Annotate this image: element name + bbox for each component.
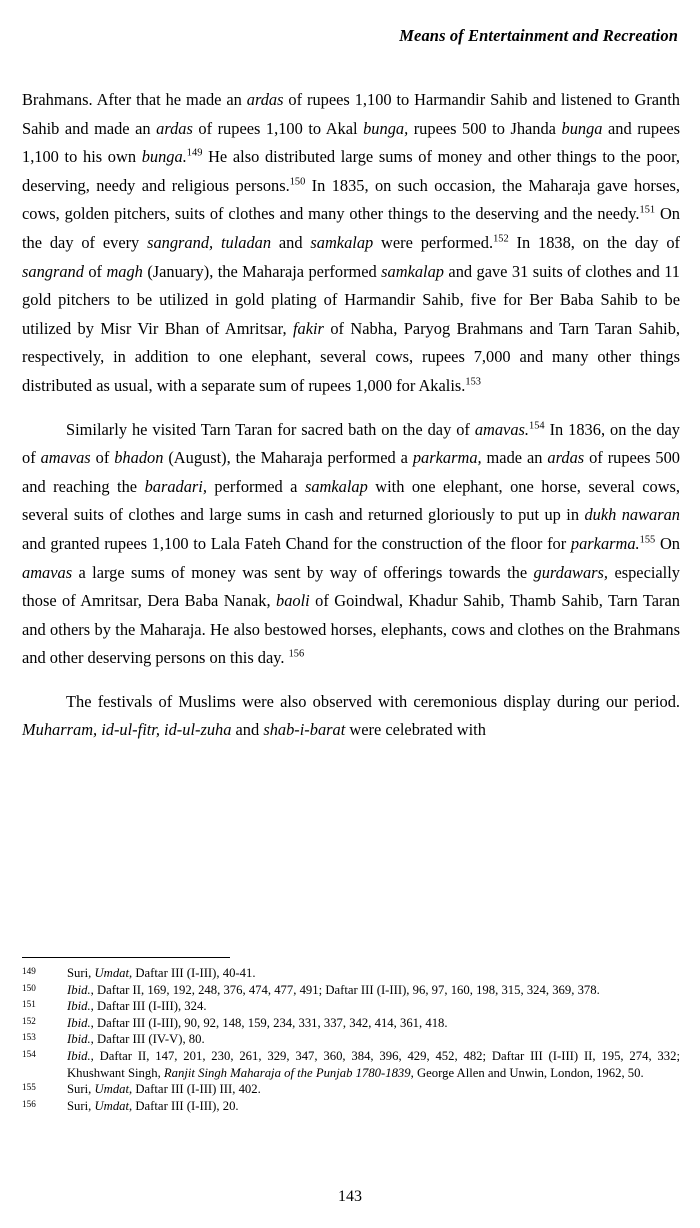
footnote-marker[interactable]: 150: [289, 176, 306, 188]
text-run: and gave 31 suits of clothes and 11 gold pitchers to be utilized in gold plating of Harmandir Sahib, five for Ber Baba Sahib to be utilized by Misr Vir Bhan of Amritsar,: [22, 261, 680, 338]
footnote-text: [67, 1081, 680, 1098]
footnote-text: [67, 965, 680, 982]
text-run: made an: [481, 448, 548, 468]
text-run: Brahmans. After that he made an: [22, 90, 247, 109]
italic-term: baoli: [276, 591, 310, 611]
text-run: Suri,: [67, 966, 95, 980]
text-run: Suri,: [67, 1098, 95, 1113]
text-run: (January), the Maharaja performed: [142, 261, 382, 281]
text-run: of rupees 500 and reaching the: [22, 448, 680, 496]
text-run: , Daftar III (IV-V), 80.: [90, 1032, 205, 1047]
italic-term: ardas: [547, 448, 585, 468]
italic-term: Ibid.: [67, 982, 91, 997]
text-run: a large sums of money was sent by way of offerings towards the: [72, 562, 534, 582]
text-run: , Daftar III (I-III) III, 402.: [129, 1082, 261, 1097]
footnote-number[interactable]: 156: [22, 1098, 36, 1109]
text-run: of rupees 1,100 to Akal: [192, 118, 364, 138]
paragraph-1: [22, 86, 680, 401]
text-run: and rupees 1,100 to his own: [22, 118, 680, 167]
paragraph-3: [22, 688, 680, 745]
italic-term: Muharram, id-ul-fitr, id-ul-zuha: [22, 720, 232, 740]
footnote-number[interactable]: 153: [22, 1032, 36, 1043]
italic-term: Ibid.: [67, 1032, 91, 1047]
italic-term: Ibid.: [67, 999, 91, 1014]
footnote-number[interactable]: 155: [22, 1082, 36, 1093]
italic-term: samkalap: [381, 261, 444, 281]
italic-term: ardas: [246, 90, 284, 109]
text-run: and: [271, 232, 311, 252]
footnote-item: [22, 1098, 680, 1115]
italic-term: gurdawars,: [533, 562, 609, 582]
footnote-item: [22, 1081, 680, 1098]
footnote-text: [67, 998, 680, 1015]
footnote-number[interactable]: 150: [22, 982, 36, 993]
footnote-marker[interactable]: 154: [529, 420, 545, 432]
italic-term: amavas: [40, 448, 91, 468]
text-run: On: [655, 533, 680, 553]
text-run: , Daftar III (I-III), 20.: [129, 1098, 239, 1113]
text-run: Suri,: [67, 1082, 95, 1097]
text-run: performed a: [206, 476, 305, 496]
text-run: were performed.: [373, 232, 494, 252]
text-run: of: [83, 261, 107, 281]
italic-term: samkalap: [304, 476, 368, 496]
italic-term: shab-i-barat: [263, 720, 346, 740]
italic-term: samkalap: [310, 232, 374, 252]
italic-term: dukh nawaran: [584, 505, 680, 525]
italic-term: ardas: [156, 118, 193, 138]
italic-term: Umdat: [94, 1082, 130, 1097]
italic-term: Umdat: [94, 1098, 130, 1113]
footnote-marker[interactable]: 152: [493, 233, 509, 245]
text-run: of Nabha, Paryog Brahmans and Tarn Taran Sahib, respectively, in addition to one elephant, several cows, rupees 7,000 and many other things distributed as usual, with a separate sum of rupees 1,000 for Akalis.: [22, 318, 680, 395]
footnote-number[interactable]: 151: [22, 999, 36, 1010]
paragraph-2: [22, 416, 680, 673]
italic-term: amavas.: [474, 419, 530, 439]
text-run: He also distributed large sums of money and other things to the poor, deserving, needy and religious persons.: [22, 147, 680, 195]
italic-term: Umdat: [94, 966, 130, 980]
italic-term: bhadon: [114, 448, 164, 468]
text-run: Similarly he visited Tarn Taran for sacred bath on the day of: [66, 419, 475, 439]
text-run: were celebrated with: [345, 720, 486, 740]
text-run: , Daftar III (I-III), 40-41.: [129, 966, 256, 980]
italic-term: Ibid.: [67, 1048, 91, 1063]
text-run: The festivals of Muslims were also observed with ceremonious display during our period.: [66, 691, 680, 711]
text-run: In 1835, on such occasion, the Maharaja gave horses, cows, golden pitchers, suits of clothes and many other things to the deserving and the needy.: [22, 175, 680, 224]
italic-term: baradari,: [144, 476, 207, 496]
italic-term: amavas: [22, 562, 73, 582]
text-run: George Allen and Unwin, London, 1962, 50.: [413, 1065, 644, 1080]
text-run: In 1838, on the day of: [508, 232, 680, 252]
italic-term: Ranjit Singh Maharaja of the Punjab 1780-1839,: [163, 1065, 414, 1080]
body-text: [22, 86, 680, 745]
footnote-list: [22, 965, 680, 1114]
footnote-item: [22, 998, 680, 1015]
text-run: and granted rupees 1,100 to Lala Fateh Chand for the construction of the floor for: [22, 533, 571, 553]
text-run: In 1836, on the day of: [22, 419, 680, 468]
footnote-section: [22, 957, 680, 1114]
footnote-text: [67, 1015, 680, 1032]
footnote-text: [67, 1098, 680, 1115]
footnote-number[interactable]: 152: [22, 1015, 36, 1026]
italic-term: sangrand: [22, 261, 84, 281]
text-run: especially those of Amritsar, Dera Baba Nanak,: [22, 562, 680, 611]
footnote-text: [67, 982, 680, 999]
footnote-item: [22, 982, 680, 999]
text-run: of Goindwal, Khadur Sahib, Thamb Sahib, Tarn Taran and others by the Maharaja. He also bestowed horses, elephants, cows and clothes on the Brahmans and other deserving persons on this day.: [22, 591, 680, 668]
footnote-number[interactable]: 149: [22, 966, 36, 976]
italic-term: sangrand, tuladan: [147, 232, 272, 252]
italic-term: fakir: [292, 318, 324, 338]
italic-term: magh: [106, 261, 143, 281]
footnote-marker[interactable]: 155: [639, 534, 656, 546]
footnote-marker[interactable]: 156: [288, 648, 305, 660]
footnote-text: [67, 1031, 680, 1048]
footnote-separator-rule: [22, 957, 230, 958]
footnote-marker[interactable]: 151: [639, 204, 656, 216]
footnote-marker[interactable]: 149: [186, 147, 203, 159]
italic-term: bunga.: [141, 147, 187, 167]
footnote-marker[interactable]: 153: [465, 376, 481, 388]
footnote-item: [22, 965, 680, 982]
italic-term: parkarma.: [570, 533, 640, 553]
text-run: of: [90, 448, 115, 468]
text-run: On the day of every: [22, 204, 680, 252]
text-run: , Daftar II, 147, 201, 230, 261, 329, 347, 360, 384, 396, 429, 452, 482; Daftar III (I-III) II, 195, 274, 332; Khushwant Singh,: [67, 1048, 680, 1080]
running-head: Means of Entertainment and Recreation: [399, 26, 678, 45]
text-run: with one elephant, one horse, several cows, several suits of clothes and large sums in cash and returned gloriously to put up in: [22, 476, 681, 525]
text-run: and: [231, 720, 264, 740]
footnote-item: [22, 1048, 680, 1081]
footnote-item: [22, 1015, 680, 1032]
footnote-number[interactable]: 154: [22, 1048, 36, 1059]
text-run: , Daftar II, 169, 192, 248, 376, 474, 477, 491; Daftar III (I-III), 96, 97, 160, 198, 315, 324, 369, 378.: [90, 982, 600, 997]
italic-term: bunga,: [363, 118, 409, 138]
text-run: , Daftar III (I-III), 324.: [90, 999, 207, 1014]
text-run: rupees 500 to Jhanda: [408, 118, 562, 138]
footnote-item: [22, 1031, 680, 1048]
text-run: , Daftar III (I-III), 90, 92, 148, 159, 234, 331, 337, 342, 414, 361, 418.: [90, 1015, 448, 1030]
text-run: (August), the Maharaja performed a: [163, 448, 413, 468]
page-number: 143: [338, 1188, 362, 1205]
italic-term: Ibid.: [67, 1015, 91, 1030]
text-run: of rupees 1,100 to Harmandir Sahib and listened to Granth Sahib and made an: [22, 90, 680, 138]
footnote-text: [67, 1048, 680, 1081]
italic-term: bunga: [561, 118, 603, 138]
italic-term: parkarma,: [412, 448, 482, 468]
